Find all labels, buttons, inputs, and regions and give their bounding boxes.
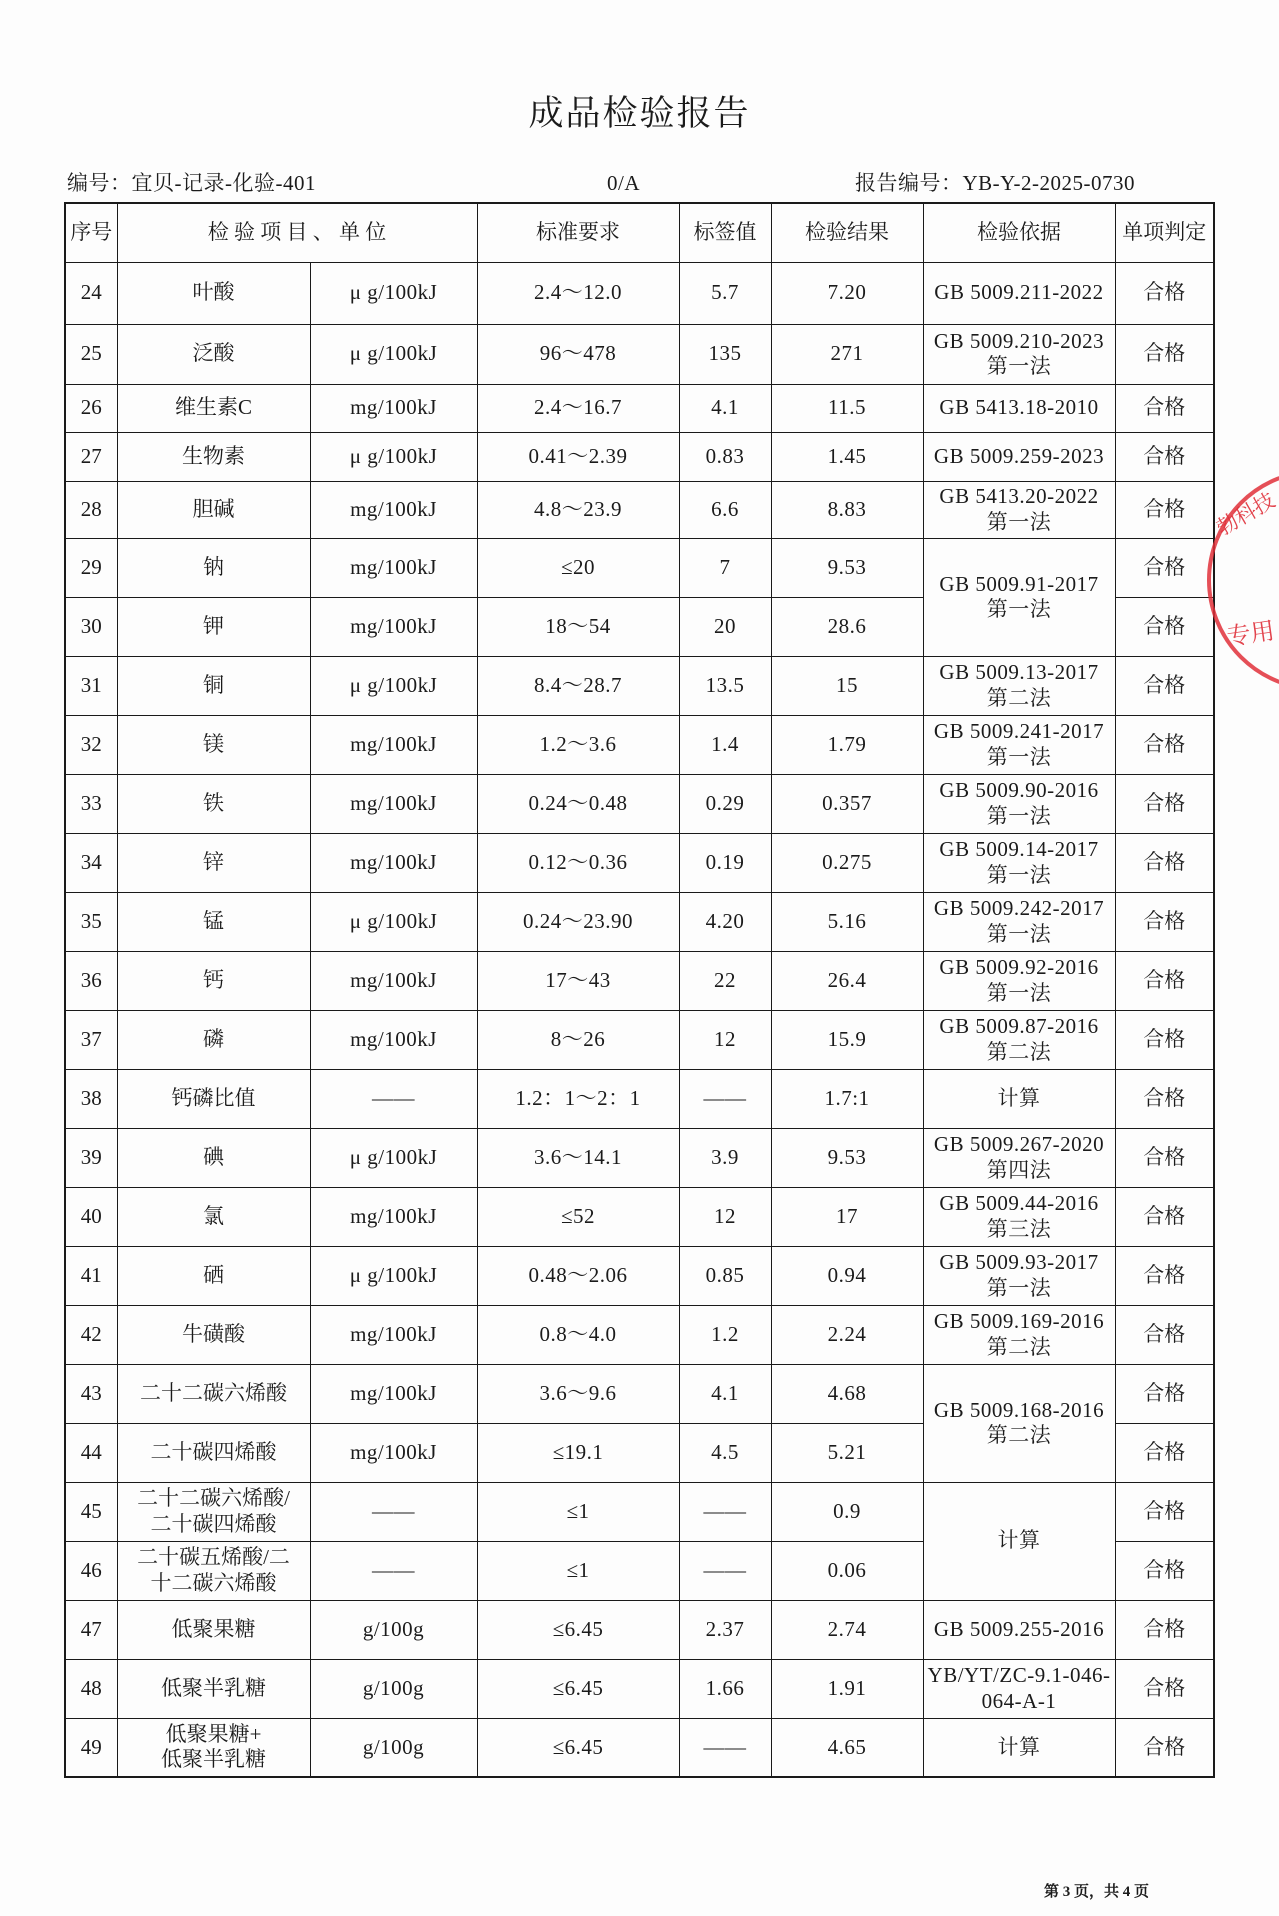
cell-unit: μ g/100kJ: [310, 1128, 477, 1187]
cell-label-value: 2.37: [679, 1600, 771, 1659]
cell-unit: mg/100kJ: [310, 1305, 477, 1364]
cell-result: 0.275: [771, 833, 923, 892]
cell-judgement: 合格: [1115, 1128, 1214, 1187]
cell-unit: ——: [310, 1069, 477, 1128]
cell-no: 42: [65, 1305, 117, 1364]
cell-basis: GB 5009.259-2023: [923, 432, 1115, 481]
cell-standard: 3.6～9.6: [477, 1364, 679, 1423]
table-row: [65, 774, 1214, 833]
cell-item: 胆碱: [117, 481, 310, 538]
cell-judgement: 合格: [1115, 1423, 1214, 1482]
cell-judgement: 合格: [1115, 481, 1214, 538]
cell-basis: GB 5009.210-2023 第一法: [923, 324, 1115, 384]
header-result: 检验结果: [771, 203, 923, 262]
cell-result: 271: [771, 324, 923, 384]
cell-label-value: 7: [679, 538, 771, 597]
cell-result: 17: [771, 1187, 923, 1246]
table-row: [65, 481, 1214, 538]
cell-no: 47: [65, 1600, 117, 1659]
inspection-table: [64, 202, 1215, 1778]
cell-no: 35: [65, 892, 117, 951]
cell-basis: GB 5009.211-2022: [923, 262, 1115, 324]
cell-standard: 0.24～0.48: [477, 774, 679, 833]
cell-unit: g/100g: [310, 1600, 477, 1659]
cell-no: 26: [65, 384, 117, 432]
cell-unit: g/100g: [310, 1718, 477, 1777]
cell-item: 二十二碳六烯酸: [117, 1364, 310, 1423]
report-number: 报告编号：YB-Y-2-2025-0730: [855, 171, 1135, 195]
cell-result: 1.45: [771, 432, 923, 481]
cell-item: 镁: [117, 715, 310, 774]
cell-judgement: 合格: [1115, 892, 1214, 951]
cell-item: 氯: [117, 1187, 310, 1246]
cell-no: 37: [65, 1010, 117, 1069]
table-row: [65, 1600, 1214, 1659]
table-row: [65, 715, 1214, 774]
cell-label-value: 6.6: [679, 481, 771, 538]
cell-item: 生物素: [117, 432, 310, 481]
cell-standard: 2.4～16.7: [477, 384, 679, 432]
table-row: [65, 833, 1214, 892]
cell-label-value: 12: [679, 1187, 771, 1246]
cell-label-value: 0.83: [679, 432, 771, 481]
cell-basis: 计算: [923, 1718, 1115, 1777]
cell-result: 11.5: [771, 384, 923, 432]
header-basis: 检验依据: [923, 203, 1115, 262]
cell-item: 牛磺酸: [117, 1305, 310, 1364]
cell-label-value: 0.29: [679, 774, 771, 833]
cell-unit: mg/100kJ: [310, 481, 477, 538]
table-row: [65, 1069, 1214, 1128]
cell-basis: GB 5009.90-2016 第一法: [923, 774, 1115, 833]
cell-result: 7.20: [771, 262, 923, 324]
table-row: [65, 951, 1214, 1010]
header-label-value: 标签值: [679, 203, 771, 262]
cell-label-value: ——: [679, 1541, 771, 1600]
cell-item: 碘: [117, 1128, 310, 1187]
cell-label-value: 4.20: [679, 892, 771, 951]
cell-result: 15: [771, 656, 923, 715]
cell-item: 钠: [117, 538, 310, 597]
cell-judgement: 合格: [1115, 1364, 1214, 1423]
table-row: [65, 432, 1214, 481]
cell-no: 36: [65, 951, 117, 1010]
cell-basis: GB 5009.267-2020 第四法: [923, 1128, 1115, 1187]
cell-basis: 计算: [923, 1482, 1115, 1600]
table-row: [65, 262, 1214, 324]
cell-judgement: 合格: [1115, 1659, 1214, 1718]
cell-judgement: 合格: [1115, 324, 1214, 384]
cell-judgement: 合格: [1115, 774, 1214, 833]
cell-unit: mg/100kJ: [310, 833, 477, 892]
cell-no: 28: [65, 481, 117, 538]
cell-label-value: 0.85: [679, 1246, 771, 1305]
header-no: 序号: [65, 203, 117, 262]
cell-basis: GB 5009.91-2017 第一法: [923, 538, 1115, 656]
cell-standard: 2.4～12.0: [477, 262, 679, 324]
cell-judgement: 合格: [1115, 538, 1214, 597]
cell-result: 28.6: [771, 597, 923, 656]
cell-unit: mg/100kJ: [310, 1187, 477, 1246]
cell-unit: mg/100kJ: [310, 597, 477, 656]
cell-no: 38: [65, 1069, 117, 1128]
table-row: [65, 656, 1214, 715]
cell-item: 低聚果糖+ 低聚半乳糖: [117, 1718, 310, 1777]
table-header-row: [65, 203, 1214, 262]
cell-basis: GB 5009.169-2016 第二法: [923, 1305, 1115, 1364]
header-judgement: 单项判定: [1115, 203, 1214, 262]
table-body: [65, 262, 1214, 1777]
table-row: [65, 384, 1214, 432]
cell-label-value: ——: [679, 1482, 771, 1541]
table-row: [65, 324, 1214, 384]
header-item-unit: 检 验 项 目 、 单 位: [117, 203, 477, 262]
cell-result: 1.91: [771, 1659, 923, 1718]
cell-basis: GB 5413.18-2010: [923, 384, 1115, 432]
cell-basis: GB 5009.13-2017 第二法: [923, 656, 1115, 715]
cell-result: 5.16: [771, 892, 923, 951]
cell-standard: 17～43: [477, 951, 679, 1010]
cell-item: 低聚半乳糖: [117, 1659, 310, 1718]
cell-no: 27: [65, 432, 117, 481]
cell-standard: ≤1: [477, 1482, 679, 1541]
cell-no: 44: [65, 1423, 117, 1482]
stamp-text-bottom: 专用: [1225, 618, 1277, 651]
cell-no: 25: [65, 324, 117, 384]
table-row: [65, 538, 1214, 597]
cell-basis: GB 5009.241-2017 第一法: [923, 715, 1115, 774]
cell-result: 4.65: [771, 1718, 923, 1777]
report-title: 成品检验报告: [528, 94, 751, 133]
cell-judgement: 合格: [1115, 384, 1214, 432]
cell-item: 二十碳五烯酸/二 十二碳六烯酸: [117, 1541, 310, 1600]
cell-item: 泛酸: [117, 324, 310, 384]
cell-no: 45: [65, 1482, 117, 1541]
cell-result: 4.68: [771, 1364, 923, 1423]
cell-standard: 0.8～4.0: [477, 1305, 679, 1364]
cell-standard: 3.6～14.1: [477, 1128, 679, 1187]
cell-label-value: 13.5: [679, 656, 771, 715]
cell-basis: GB 5413.20-2022 第一法: [923, 481, 1115, 538]
cell-standard: 0.12～0.36: [477, 833, 679, 892]
cell-standard: 1.2～3.6: [477, 715, 679, 774]
cell-judgement: 合格: [1115, 1069, 1214, 1128]
cell-standard: 4.8～23.9: [477, 481, 679, 538]
cell-judgement: 合格: [1115, 1600, 1214, 1659]
cell-item: 铁: [117, 774, 310, 833]
cell-item: 钾: [117, 597, 310, 656]
cell-basis: 计算: [923, 1069, 1115, 1128]
company-seal-stamp: [1196, 470, 1279, 700]
cell-item: 维生素C: [117, 384, 310, 432]
cell-unit: mg/100kJ: [310, 951, 477, 1010]
cell-judgement: 合格: [1115, 1187, 1214, 1246]
cell-item: 二十二碳六烯酸/ 二十碳四烯酸: [117, 1482, 310, 1541]
table-row: [65, 1010, 1214, 1069]
cell-label-value: 1.66: [679, 1659, 771, 1718]
cell-unit: μ g/100kJ: [310, 1246, 477, 1305]
cell-judgement: 合格: [1115, 262, 1214, 324]
cell-unit: ——: [310, 1482, 477, 1541]
cell-item: 铜: [117, 656, 310, 715]
cell-no: 33: [65, 774, 117, 833]
cell-no: 34: [65, 833, 117, 892]
cell-no: 46: [65, 1541, 117, 1600]
cell-unit: mg/100kJ: [310, 384, 477, 432]
cell-judgement: 合格: [1115, 1246, 1214, 1305]
cell-judgement: 合格: [1115, 1541, 1214, 1600]
table-row: [65, 1305, 1214, 1364]
cell-standard: 0.48～2.06: [477, 1246, 679, 1305]
cell-result: 5.21: [771, 1423, 923, 1482]
cell-unit: μ g/100kJ: [310, 432, 477, 481]
cell-standard: 0.41～2.39: [477, 432, 679, 481]
cell-unit: mg/100kJ: [310, 1423, 477, 1482]
table-row: [65, 1128, 1214, 1187]
record-number: 编号：宜贝-记录-化验-401: [67, 171, 316, 195]
table-row: [65, 1482, 1214, 1541]
table-row: [65, 1246, 1214, 1305]
cell-item: 磷: [117, 1010, 310, 1069]
cell-label-value: 12: [679, 1010, 771, 1069]
cell-no: 49: [65, 1718, 117, 1777]
cell-standard: 1.2：1～2：1: [477, 1069, 679, 1128]
cell-unit: ——: [310, 1541, 477, 1600]
cell-item: 叶酸: [117, 262, 310, 324]
cell-no: 24: [65, 262, 117, 324]
header-standard: 标准要求: [477, 203, 679, 262]
cell-result: 0.06: [771, 1541, 923, 1600]
table-row: [65, 1659, 1214, 1718]
cell-result: 9.53: [771, 1128, 923, 1187]
cell-judgement: 合格: [1115, 597, 1214, 656]
cell-label-value: ——: [679, 1718, 771, 1777]
revision-code: 0/A: [607, 171, 640, 195]
cell-result: 2.24: [771, 1305, 923, 1364]
cell-label-value: 4.1: [679, 1364, 771, 1423]
cell-item: 二十碳四烯酸: [117, 1423, 310, 1482]
cell-basis: GB 5009.87-2016 第二法: [923, 1010, 1115, 1069]
cell-result: 15.9: [771, 1010, 923, 1069]
cell-label-value: 1.2: [679, 1305, 771, 1364]
cell-unit: μ g/100kJ: [310, 324, 477, 384]
cell-standard: 8～26: [477, 1010, 679, 1069]
cell-result: 0.94: [771, 1246, 923, 1305]
cell-unit: mg/100kJ: [310, 538, 477, 597]
cell-standard: ≤52: [477, 1187, 679, 1246]
cell-no: 40: [65, 1187, 117, 1246]
table-row: [65, 1187, 1214, 1246]
cell-item: 钙: [117, 951, 310, 1010]
cell-result: 1.7:1: [771, 1069, 923, 1128]
cell-label-value: 22: [679, 951, 771, 1010]
cell-item: 锌: [117, 833, 310, 892]
cell-standard: ≤6.45: [477, 1718, 679, 1777]
cell-item: 锰: [117, 892, 310, 951]
cell-result: 0.357: [771, 774, 923, 833]
cell-judgement: 合格: [1115, 951, 1214, 1010]
cell-result: 1.79: [771, 715, 923, 774]
cell-result: 26.4: [771, 951, 923, 1010]
cell-no: 31: [65, 656, 117, 715]
cell-basis: GB 5009.92-2016 第一法: [923, 951, 1115, 1010]
cell-result: 2.74: [771, 1600, 923, 1659]
cell-item: 钙磷比值: [117, 1069, 310, 1128]
cell-basis: GB 5009.44-2016 第三法: [923, 1187, 1115, 1246]
cell-unit: mg/100kJ: [310, 1364, 477, 1423]
cell-basis: GB 5009.14-2017 第一法: [923, 833, 1115, 892]
cell-no: 30: [65, 597, 117, 656]
cell-unit: mg/100kJ: [310, 774, 477, 833]
cell-label-value: 0.19: [679, 833, 771, 892]
cell-no: 41: [65, 1246, 117, 1305]
cell-judgement: 合格: [1115, 833, 1214, 892]
cell-no: 43: [65, 1364, 117, 1423]
cell-unit: μ g/100kJ: [310, 262, 477, 324]
cell-judgement: 合格: [1115, 432, 1214, 481]
cell-result: 0.9: [771, 1482, 923, 1541]
cell-no: 29: [65, 538, 117, 597]
cell-label-value: 135: [679, 324, 771, 384]
cell-label-value: 4.5: [679, 1423, 771, 1482]
cell-no: 32: [65, 715, 117, 774]
cell-judgement: 合格: [1115, 715, 1214, 774]
cell-label-value: 20: [679, 597, 771, 656]
cell-result: 9.53: [771, 538, 923, 597]
cell-unit: mg/100kJ: [310, 1010, 477, 1069]
cell-no: 39: [65, 1128, 117, 1187]
cell-judgement: 合格: [1115, 1010, 1214, 1069]
cell-standard: 8.4～28.7: [477, 656, 679, 715]
cell-unit: μ g/100kJ: [310, 656, 477, 715]
cell-standard: ≤1: [477, 1541, 679, 1600]
cell-standard: ≤19.1: [477, 1423, 679, 1482]
cell-standard: 0.24～23.90: [477, 892, 679, 951]
cell-label-value: 1.4: [679, 715, 771, 774]
cell-item: 硒: [117, 1246, 310, 1305]
cell-label-value: 4.1: [679, 384, 771, 432]
cell-standard: 18～54: [477, 597, 679, 656]
cell-basis: GB 5009.255-2016: [923, 1600, 1115, 1659]
cell-basis: YB/YT/ZC-9.1-046- 064-A-1: [923, 1659, 1115, 1718]
cell-judgement: 合格: [1115, 1305, 1214, 1364]
cell-basis: GB 5009.242-2017 第一法: [923, 892, 1115, 951]
table-row: [65, 892, 1214, 951]
cell-standard: ≤6.45: [477, 1600, 679, 1659]
cell-standard: 96～478: [477, 324, 679, 384]
cell-standard: ≤20: [477, 538, 679, 597]
cell-judgement: 合格: [1115, 1718, 1214, 1777]
cell-basis: GB 5009.168-2016 第二法: [923, 1364, 1115, 1482]
cell-label-value: ——: [679, 1069, 771, 1128]
cell-item: 低聚果糖: [117, 1600, 310, 1659]
table-row: [65, 1364, 1214, 1423]
cell-label-value: 3.9: [679, 1128, 771, 1187]
table-row: [65, 1718, 1214, 1777]
cell-unit: μ g/100kJ: [310, 892, 477, 951]
cell-unit: g/100g: [310, 1659, 477, 1718]
stamp-text-top: 勃科技: [1212, 488, 1279, 541]
page-number: 第 3 页，共 4 页: [1044, 1884, 1150, 1900]
cell-unit: mg/100kJ: [310, 715, 477, 774]
cell-basis: GB 5009.93-2017 第一法: [923, 1246, 1115, 1305]
cell-result: 8.83: [771, 481, 923, 538]
cell-judgement: 合格: [1115, 1482, 1214, 1541]
cell-standard: ≤6.45: [477, 1659, 679, 1718]
cell-no: 48: [65, 1659, 117, 1718]
cell-judgement: 合格: [1115, 656, 1214, 715]
cell-label-value: 5.7: [679, 262, 771, 324]
